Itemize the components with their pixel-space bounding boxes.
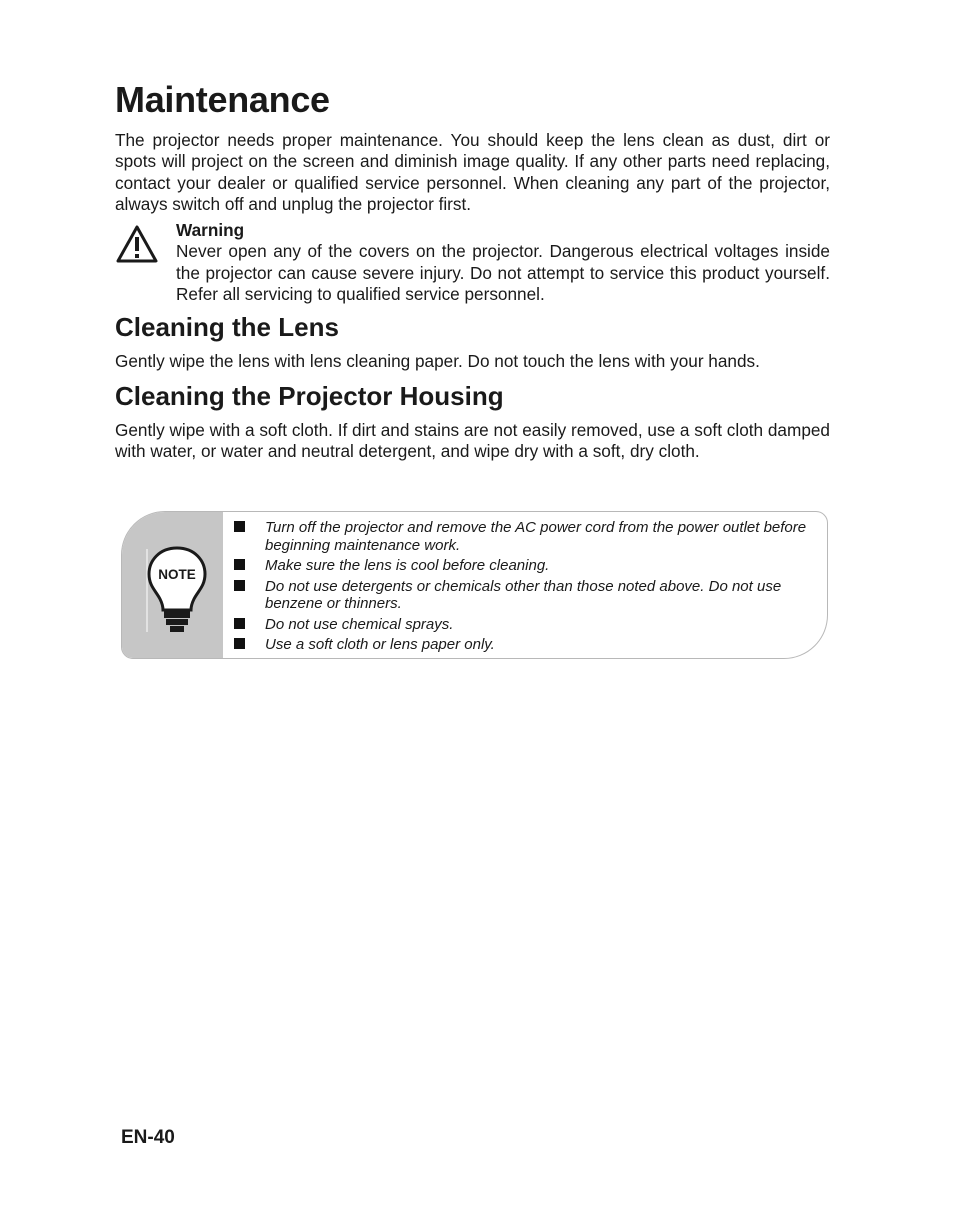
warning-title: Warning xyxy=(176,220,245,240)
note-list xyxy=(234,519,820,657)
warning-triangle-icon xyxy=(115,224,159,264)
square-bullet-icon xyxy=(234,638,245,649)
lightbulb-note-icon xyxy=(144,544,210,636)
square-bullet-icon xyxy=(234,580,245,591)
note-icon-label: NOTE xyxy=(158,567,196,582)
square-bullet-icon xyxy=(234,521,245,532)
section-heading-housing: Cleaning the Projector Housing xyxy=(115,381,504,411)
list-item xyxy=(234,557,820,575)
page-title: Maintenance xyxy=(115,79,330,120)
square-bullet-icon xyxy=(234,618,245,629)
intro-paragraph: The projector needs proper maintenance. You should keep the lens clean as dust, dirt or spots will project on the screen and diminish image quality. If any other parts need replacing, contact your dealer or qualified service personnel. When cleaning any part of the projector, always switch off and unplug the projector first. xyxy=(115,130,830,214)
note-item-text: Turn off the projector and remove the AC power cord from the power outlet before beginning maintenance work. xyxy=(265,519,807,554)
section-text-lens: Gently wipe the lens with lens cleaning paper. Do not touch the lens with your hands. xyxy=(115,351,760,371)
list-item xyxy=(234,578,820,613)
note-item-text: Do not use chemical sprays. xyxy=(265,615,454,633)
list-item xyxy=(234,519,820,554)
list-item xyxy=(234,616,820,634)
list-item xyxy=(234,636,820,654)
note-box xyxy=(121,511,828,659)
note-item-text: Do not use detergents or chemicals other than those noted above. Do not use benzene or thinners. xyxy=(265,577,782,612)
warning-text: Never open any of the covers on the projector. Dangerous electrical voltages inside the projector can cause severe injury. Do not attempt to service this product yourself. Refer all servicing to qualified service personnel. xyxy=(176,241,830,304)
square-bullet-icon xyxy=(234,559,245,570)
note-item-text: Make sure the lens is cool before cleaning. xyxy=(265,557,550,574)
section-heading-lens: Cleaning the Lens xyxy=(115,312,339,342)
section-text-housing: Gently wipe with a soft cloth. If dirt and stains are not easily removed, use a soft cloth damped with water, or water and neutral detergent, and wipe dry with a soft, dry cloth. xyxy=(115,420,830,462)
note-item-text: Use a soft cloth or lens paper only. xyxy=(265,636,495,653)
page-number: EN-40 xyxy=(121,1127,175,1148)
